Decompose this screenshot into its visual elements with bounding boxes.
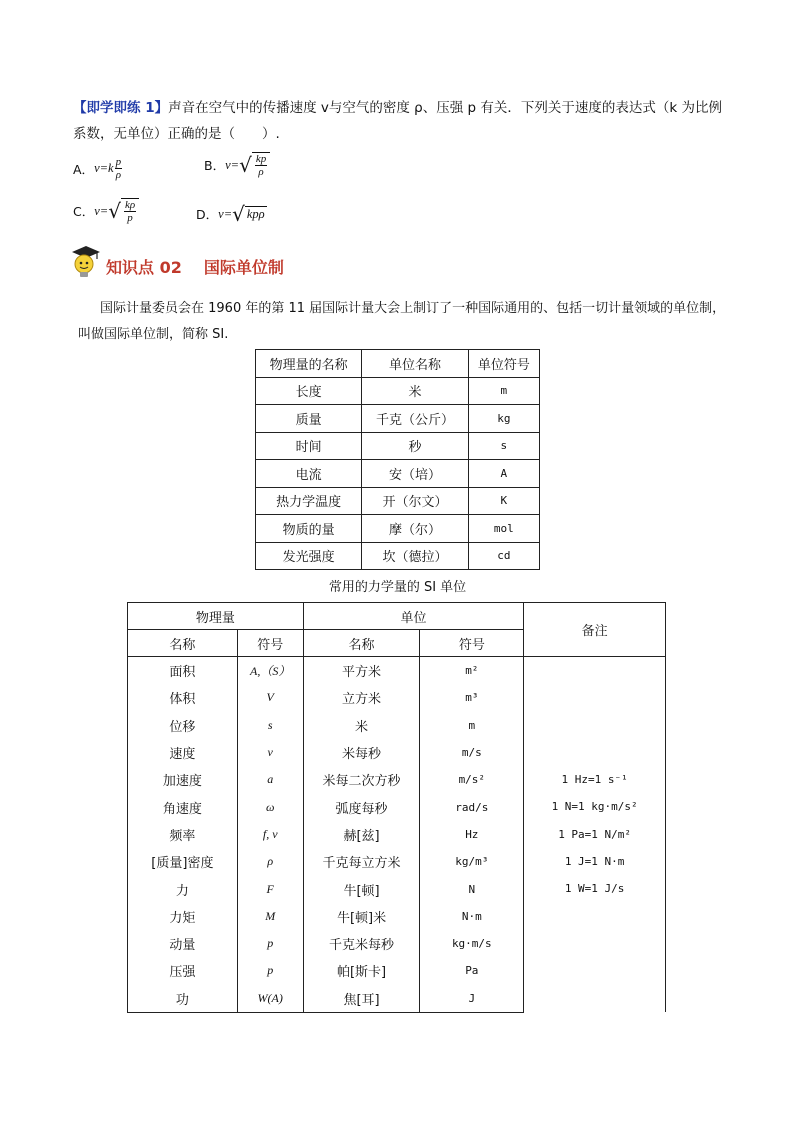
cell: 安（培） (362, 460, 468, 488)
cell: 压强 (128, 957, 238, 984)
note-line: 1 N=1 kg·m/s² (551, 800, 638, 814)
option-c-num: kρ (124, 199, 136, 211)
cell: N·m (420, 903, 524, 930)
cell: 开（尔文） (362, 487, 468, 515)
note-line: 1 W=1 J/s (564, 882, 625, 896)
group-header-unit: 单位 (303, 603, 524, 630)
table-caption: 常用的力学量的 SI 单位 (328, 580, 467, 595)
cell: 千克米每秒 (303, 930, 420, 957)
cell: N (420, 875, 524, 902)
option-c-sqrt (108, 198, 139, 224)
option-b-label: B． (204, 158, 226, 173)
option-b-sqrt (239, 152, 270, 178)
table-row (256, 487, 540, 515)
question-text (73, 95, 733, 147)
cell: 立方米 (303, 684, 420, 711)
scholar-bulb-icon (68, 244, 100, 278)
cell: ω (237, 793, 303, 820)
cell: m³ (420, 684, 524, 711)
cell: 频率 (128, 821, 238, 848)
sub-header: 符号 (237, 630, 303, 657)
base-units-table (255, 349, 540, 570)
table-row (256, 460, 540, 488)
table-row (128, 657, 666, 685)
cell: W(A) (237, 985, 303, 1013)
header-unit-name: 单位名称 (362, 350, 468, 378)
cell: a (237, 766, 303, 793)
cell: 角速度 (128, 793, 238, 820)
cell: Hz (420, 821, 524, 848)
option-d-label: D． (196, 207, 219, 222)
cell: 动量 (128, 930, 238, 957)
cell: s (237, 712, 303, 739)
cell: 发光强度 (256, 542, 362, 570)
cell: m (468, 377, 539, 405)
cell: K (468, 487, 539, 515)
cell: kg·m/s (420, 930, 524, 957)
note-line: 1 Pa=1 N/m² (558, 827, 632, 841)
option-d-lhs: v= (218, 206, 233, 221)
cell: 电流 (256, 460, 362, 488)
cell: A (468, 460, 539, 488)
sub-header: 名称 (303, 630, 420, 657)
cell: 位移 (128, 712, 238, 739)
mechanics-units-table (127, 602, 666, 1013)
option-c-label: C． (73, 204, 95, 219)
cell: ρ (237, 848, 303, 875)
cell: 米 (362, 377, 468, 405)
option-d-sqrt (232, 204, 267, 224)
cell: 摩（尔） (362, 515, 468, 543)
intro-paragraph: 国际计量委员会在 1960 年的第 11 届国际计量大会上制订了一种国际通用的、包括一切计量领域的单位制，叫做国际单位制，简称 SI. (78, 301, 726, 342)
cell: 力矩 (128, 903, 238, 930)
cell: mol (468, 515, 539, 543)
cell: 秒 (362, 432, 468, 460)
header-unit-symbol: 单位符号 (468, 350, 539, 378)
table-row (256, 515, 540, 543)
cell: s (468, 432, 539, 460)
table-row (256, 432, 540, 460)
cell: 物质的量 (256, 515, 362, 543)
group-header-note: 备注 (524, 603, 666, 657)
note-line: 1 Hz=1 s⁻¹ (561, 773, 628, 786)
cell: kg (468, 405, 539, 433)
table-row (256, 405, 540, 433)
cell: 米每二次方秒 (303, 766, 420, 793)
cell: rad/s (420, 793, 524, 820)
cell: 米每秒 (303, 739, 420, 766)
cell: p (237, 957, 303, 984)
cell: F (237, 875, 303, 902)
header-quantity: 物理量的名称 (256, 350, 362, 378)
cell: 帕[斯卡] (303, 957, 420, 984)
option-a-fraction (115, 156, 123, 181)
option-a-num: p (115, 156, 122, 168)
cell: 热力学温度 (256, 487, 362, 515)
table-header-row (256, 350, 540, 378)
cell: Pa (420, 957, 524, 984)
cell: 体积 (128, 684, 238, 711)
option-c-lhs: v= (94, 203, 109, 218)
radical-icon: √ (108, 199, 121, 223)
option-b-num: kp (255, 153, 267, 165)
radical-icon: √ (232, 202, 245, 226)
cell: 米 (303, 712, 420, 739)
cell: 焦[耳] (303, 985, 420, 1013)
cell: m/s (420, 739, 524, 766)
sub-header: 名称 (128, 630, 238, 657)
option-c-den: p (127, 212, 133, 224)
option-d (196, 204, 267, 224)
option-b (204, 152, 270, 178)
cell: kg/m³ (420, 848, 524, 875)
table-row (256, 377, 540, 405)
table-group-header-row (128, 603, 666, 630)
cell: f, ν (237, 821, 303, 848)
cell: 时间 (256, 432, 362, 460)
section-number: 知识点 02 (106, 257, 182, 277)
option-a (73, 156, 123, 181)
cell: 加速度 (128, 766, 238, 793)
note-line: 1 J=1 N·m (564, 854, 625, 868)
sub-header: 符号 (420, 630, 524, 657)
cell: [质量]密度 (128, 848, 238, 875)
option-b-den: ρ (258, 166, 264, 178)
question-body: 声音在空气中的传播速度 v与空气的密度 ρ、压强 p 有关．下列关于速度的表达式（k 为比例系数，无单位）正确的是（ ）. (73, 100, 722, 142)
cell: 速度 (128, 739, 238, 766)
cell: 赫[兹] (303, 821, 420, 848)
cell: 面积 (128, 657, 238, 685)
section-title: 国际单位制 (203, 257, 284, 277)
option-a-den: ρ (115, 169, 121, 181)
cell: 牛[顿] (303, 875, 420, 902)
cell: M (237, 903, 303, 930)
cell: 千克每立方米 (303, 848, 420, 875)
cell: 功 (128, 985, 238, 1013)
option-c (73, 198, 139, 224)
cell: 平方米 (303, 657, 420, 685)
cell: 长度 (256, 377, 362, 405)
group-header-quantity: 物理量 (128, 603, 304, 630)
cell: cd (468, 542, 539, 570)
cell: V (237, 684, 303, 711)
section-heading (68, 244, 306, 278)
exercise-tag: 【即学即练 1】 (73, 100, 169, 116)
option-d-radicand: kpρ (246, 207, 265, 221)
cell: 坎（德拉） (362, 542, 468, 570)
cell: 质量 (256, 405, 362, 433)
cell: 力 (128, 875, 238, 902)
cell: p (237, 930, 303, 957)
notes-cell (524, 657, 666, 1013)
cell: v (237, 739, 303, 766)
option-b-lhs: v= (225, 157, 240, 172)
cell: 千克（公斤） (362, 405, 468, 433)
table-row (256, 542, 540, 570)
cell: m² (420, 657, 524, 685)
cell: 弧度每秒 (303, 793, 420, 820)
cell: A,（S） (237, 657, 303, 685)
option-a-label: A． (73, 161, 95, 177)
cell: J (420, 985, 524, 1013)
radical-icon: √ (239, 153, 252, 177)
cell: m (420, 712, 524, 739)
cell: m/s² (420, 766, 524, 793)
option-a-lhs: v=k (94, 161, 114, 175)
cell: 牛[顿]米 (303, 903, 420, 930)
